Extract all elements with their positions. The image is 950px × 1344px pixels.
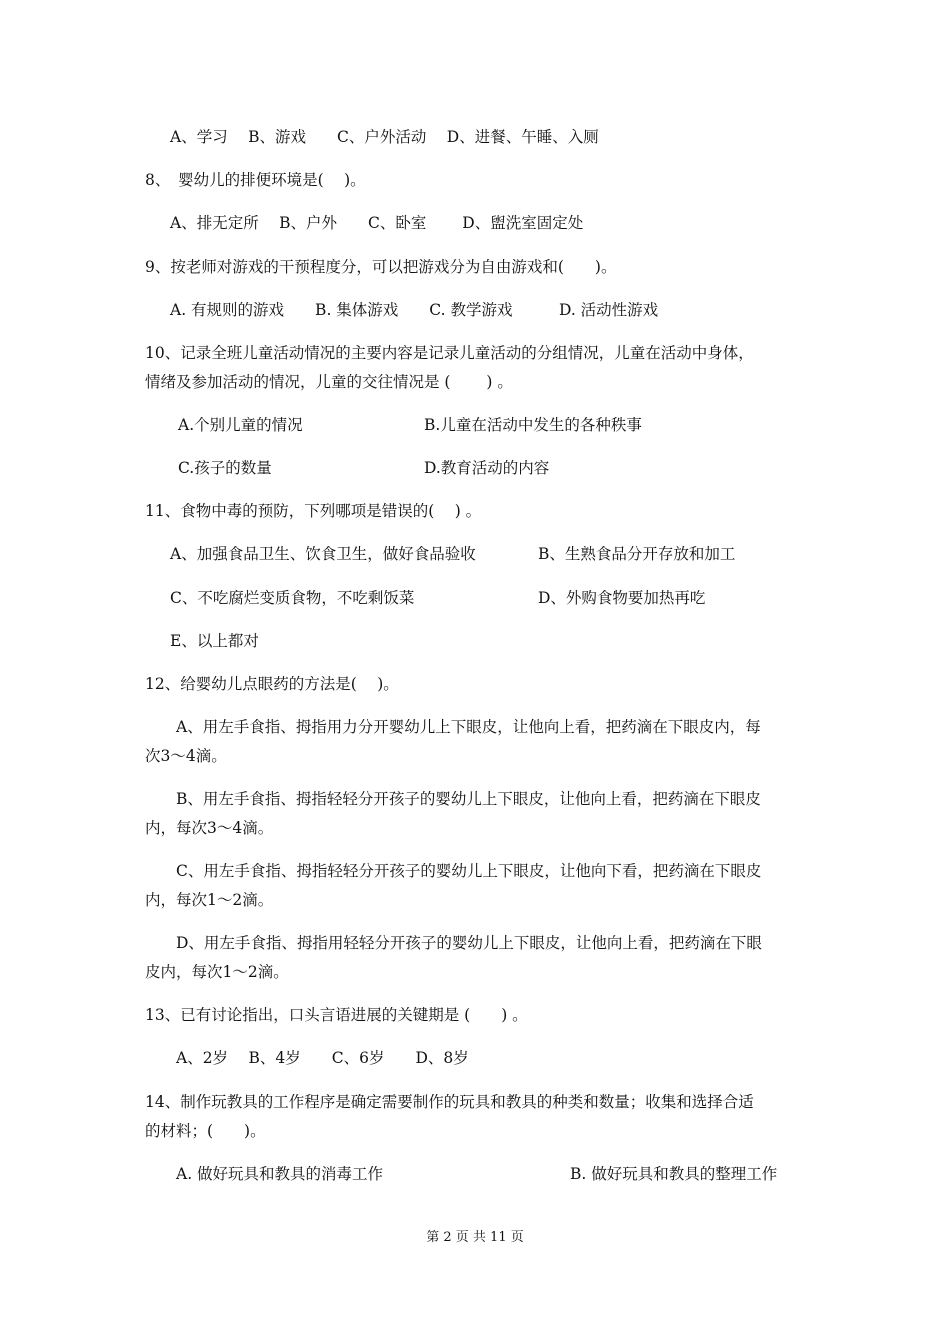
q12-option-d-line-2: 皮内，每次1～2滴。 <box>145 963 289 981</box>
q11-option-b: B、生熟食品分开存放和加工 <box>538 545 736 563</box>
q14-option-b: B. 做好玩具和教具的整理工作 <box>570 1165 778 1183</box>
q12-option-c-line-2: 内，每次1～2滴。 <box>145 891 274 909</box>
q12-option-a-line-2: 次3～4滴。 <box>145 747 227 765</box>
q10-option-d: D.教育活动的内容 <box>424 459 550 477</box>
q12-option-c-line-1: C、用左手食指、拇指轻轻分开孩子的婴幼儿上下眼皮，让他向下看，把药滴在下眼皮 <box>176 862 762 880</box>
page-footer: 第 2 页 共 11 页 <box>426 1230 524 1245</box>
q11-option-a: A、加强食品卫生、饮食卫生，做好食品验收 <box>170 545 476 563</box>
question-14-line-1: 14、制作玩教具的工作程序是确定需要制作的玩具和教具的种类和数量；收集和选择合适 <box>145 1093 754 1111</box>
q14-option-a: A. 做好玩具和教具的消毒工作 <box>176 1165 384 1183</box>
question-12: 12、给婴幼儿点眼药的方法是( )。 <box>145 675 399 693</box>
question-13: 13、已有讨论指出，口头言语进展的关键期是 ( ) 。 <box>145 1006 528 1024</box>
question-9: 9、按老师对游戏的干预程度分，可以把游戏分为自由游戏和( )。 <box>145 258 617 276</box>
q12-option-b-line-1: B、用左手食指、拇指轻轻分开孩子的婴幼儿上下眼皮，让他向上看，把药滴在下眼皮 <box>176 790 761 808</box>
q11-option-d: D、外购食物要加热再吃 <box>538 589 706 607</box>
q8-options: A、排无定所 B、户外 C、卧室 D、盥洗室固定处 <box>170 214 584 232</box>
q10-option-a: A.个别儿童的情况 <box>178 416 303 434</box>
q10-option-c: C.孩子的数量 <box>178 459 272 477</box>
question-10-line-1: 10、记录全班儿童活动情况的主要内容是记录儿童活动的分组情况，儿童在活动中身体， <box>145 344 754 362</box>
question-8: 8、 婴幼儿的排便环境是( )。 <box>145 171 366 189</box>
q7-options: A、学习 B、游戏 C、户外活动 D、进餐、午睡、入厕 <box>170 128 599 146</box>
q11-option-e: E、以上都对 <box>170 632 259 650</box>
q10-option-b: B.儿童在活动中发生的各种秩事 <box>424 416 642 434</box>
q9-options: A. 有规则的游戏 B. 集体游戏 C. 教学游戏 D. 活动性游戏 <box>170 301 659 319</box>
q13-options: A、2岁 B、4岁 C、6岁 D、8岁 <box>176 1049 469 1067</box>
question-11: 11、食物中毒的预防，下列哪项是错误的( ) 。 <box>145 502 482 520</box>
q12-option-a-line-1: A、用左手食指、拇指用力分开婴幼儿上下眼皮，让他向上看，把药滴在下眼皮内，每 <box>176 718 761 736</box>
question-10-line-2: 情绪及参加活动的情况，儿童的交往情况是 ( ) 。 <box>145 373 513 391</box>
q11-option-c: C、不吃腐烂变质食物，不吃剩饭菜 <box>170 589 415 607</box>
q12-option-b-line-2: 内，每次3～4滴。 <box>145 819 274 837</box>
question-14-line-2: 的材料；( )。 <box>145 1122 266 1140</box>
q12-option-d-line-1: D、用左手食指、拇指用轻轻分开孩子的婴幼儿上下眼皮，让他向上看，把药滴在下眼 <box>176 934 762 952</box>
